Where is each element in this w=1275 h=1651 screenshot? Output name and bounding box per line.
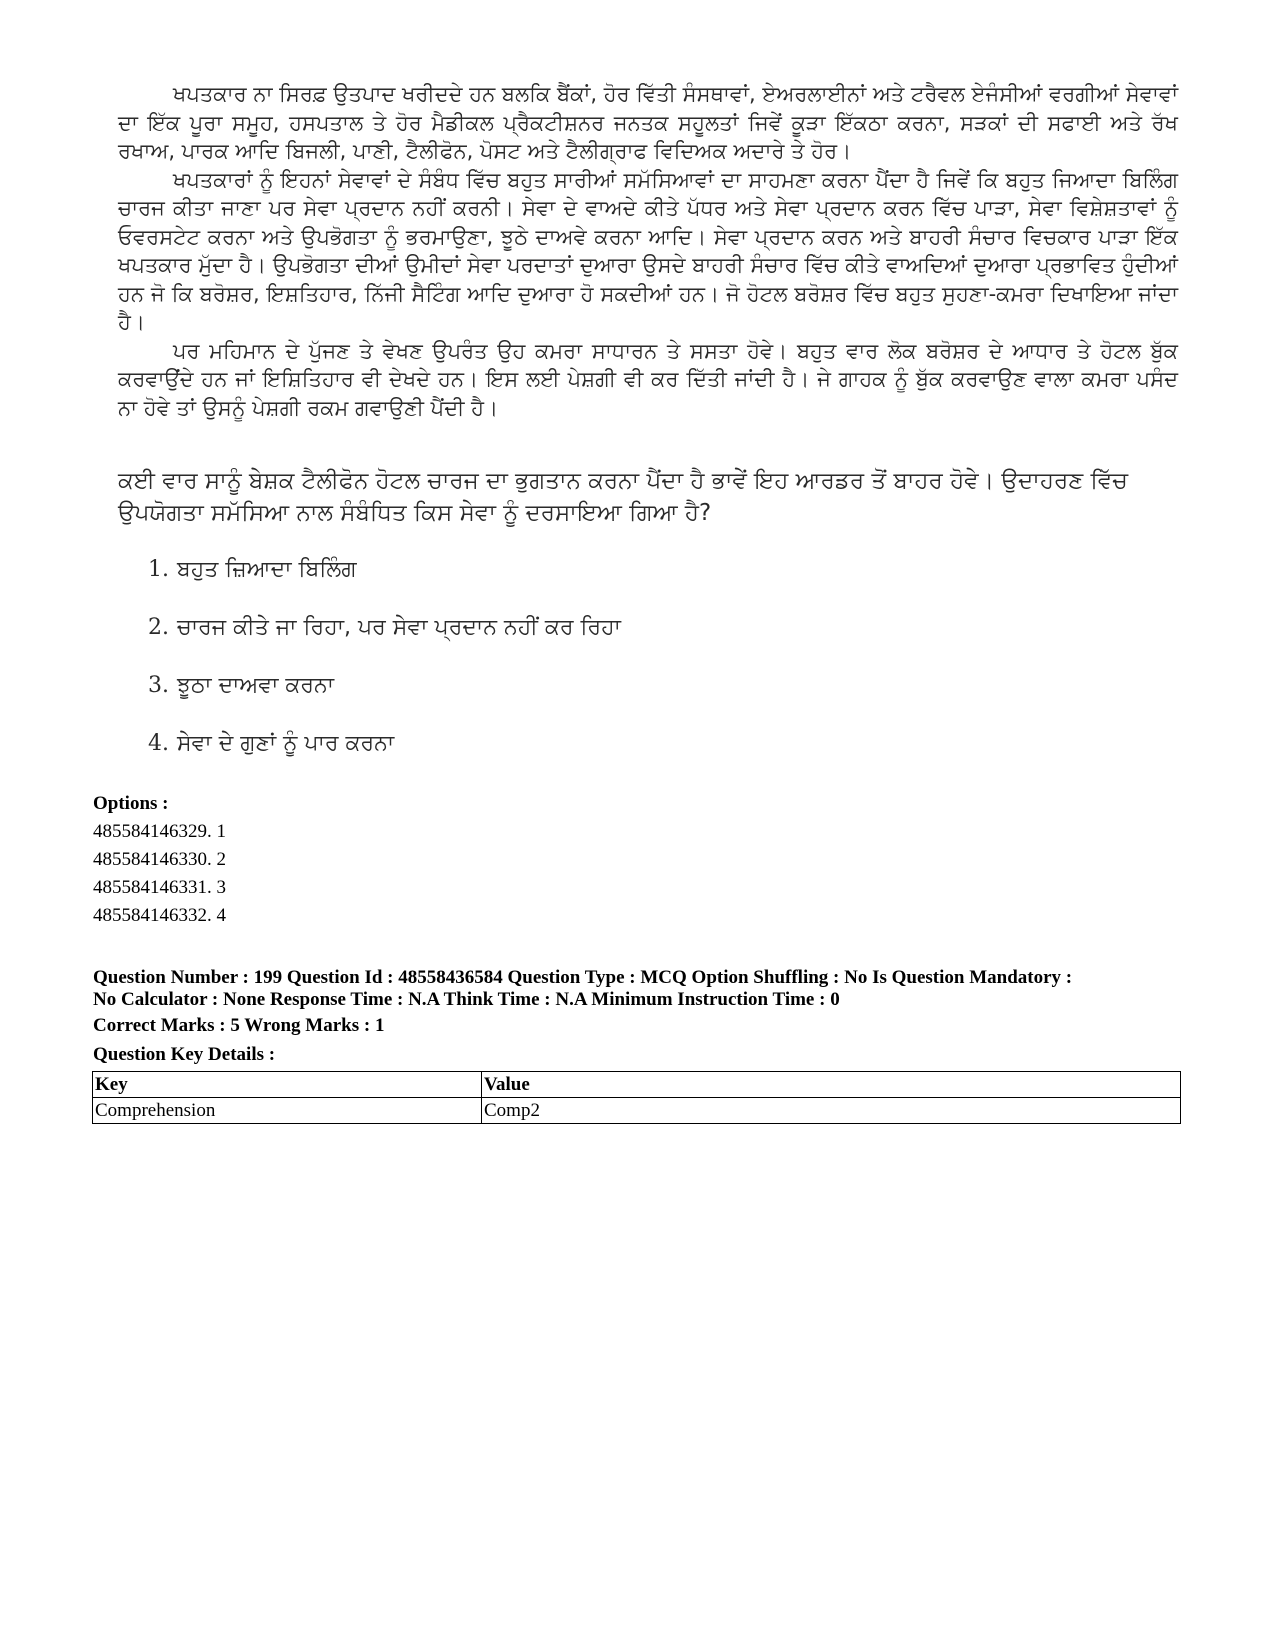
passage-paragraph: ਪਰ ਮਹਿਮਾਨ ਦੇ ਪੁੱਜਣ ਤੇ ਵੇਖਣ ਉਪਰੰਤ ਉਹ ਕਮਰਾ ਸਾਧਾਰਨ ਤੇ ਸਸਤਾ ਹੋਵੇ। ਬਹੁਤ ਵਾਰ ਲੋਕ ਬਰੋਸ਼ਰ ਦੇ ਆਧਾਰ ਤੇ ਹੋਟਲ ਬੁੱਕ ਕਰਵਾਉਂਦੇ ਹਨ ਜਾਂ ਇਸ਼ਿਤਿਹਾਰ ਵੀ ਦੇਖਦੇ ਹਨ। ਇਸ ਲਈ ਪੇਸ਼ਗੀ ਵੀ ਕਰ ਦਿੱਤੀ ਜਾਂਦੀ ਹੈ। ਜੇ ਗਾਹਕ ਨੂੰ ਬੁੱਕ ਕਰਵਾਉਣ ਵਾਲਾ ਕਮਰਾ ਪਸੰਦ ਨਾ ਹੋਵੇ ਤਾਂ ਉਸਨੂੰ ਪੇਸ਼ਗੀ ਰਕਮ ਗਵਾਉਣੀ ਪੈਂਦੀ ਹੈ।: [118, 338, 1178, 420]
choice-number: 1.: [148, 557, 169, 582]
choice-text: ਚਾਰਜ ਕੀਤੇ ਜਾ ਰਿਹਾ, ਪਰ ਸੇਵਾ ਪ੍ਰਦਾਨ ਨਹੀਂ ਕਰ ਰਿਹਾ: [177, 615, 621, 640]
option-id-item: 485584146331. 3: [93, 877, 226, 898]
choice-item: [148, 555, 621, 613]
key-details-label: Question Key Details :: [93, 1044, 276, 1065]
question-meta-line: No Calculator : None Response Time : N.A Think Time : N.A Minimum Instruction Time : 0: [93, 989, 840, 1010]
comprehension-passage: [118, 80, 1178, 422]
table-header-key: Key: [93, 1072, 482, 1098]
choice-item: [148, 613, 621, 671]
key-details-table: [92, 1071, 1181, 1124]
question-meta-line: Question Number : 199 Question Id : 48558436584 Question Type : MCQ Option Shuffling : No Is Question Mandatory :: [93, 967, 1073, 988]
table-header-value: Value: [482, 1072, 1181, 1098]
choice-item: [148, 729, 621, 787]
choice-text: ਝੂਠਾ ਦਾਅਵਾ ਕਰਨਾ: [177, 673, 335, 698]
table-row: [93, 1098, 1181, 1124]
marks-line: Correct Marks : 5 Wrong Marks : 1: [93, 1015, 385, 1036]
choice-text: ਸੇਵਾ ਦੇ ਗੁਣਾਂ ਨੂੰ ਪਾਰ ਕਰਨਾ: [177, 731, 395, 756]
option-id-item: 485584146332. 4: [93, 905, 226, 926]
choice-number: 2.: [148, 615, 169, 640]
table-header-row: [93, 1072, 1181, 1098]
passage-paragraph: ਖਪਤਕਾਰਾਂ ਨੂੰ ਇਹਨਾਂ ਸੇਵਾਵਾਂ ਦੇ ਸੰਬੰਧ ਵਿੱਚ ਬਹੁਤ ਸਾਰੀਆਂ ਸਮੱਸਿਆਵਾਂ ਦਾ ਸਾਹਮਣਾ ਕਰਨਾ ਪੈਂਦਾ ਹੈ ਜਿਵੇਂ ਕਿ ਬਹੁਤ ਜਿਆਦਾ ਬਿਲਿੰਗ ਚਾਰਜ ਕੀਤਾ ਜਾਣਾ ਪਰ ਸੇਵਾ ਪ੍ਰਦਾਨ ਨਹੀਂ ਕਰਨੀ। ਸੇਵਾ ਦੇ ਵਾਅਦੇ ਕੀਤੇ ਪੱਧਰ ਅਤੇ ਸੇਵਾ ਪ੍ਰਦਾਨ ਕਰਨ ਵਿੱਚ ਪਾੜਾ, ਸੇਵਾ ਵਿਸ਼ੇਸ਼ਤਾਵਾਂ ਨੂੰ ਓਵਰਸਟੇਟ ਕਰਨਾ ਅਤੇ ਉਪਭੋਗਤਾ ਨੂੰ ਭਰਮਾਉਣਾ, ਝੂਠੇ ਦਾਅਵੇ ਕਰਨਾ ਆਦਿ। ਸੇਵਾ ਪ੍ਰਦਾਨ ਕਰਨ ਅਤੇ ਬਾਹਰੀ ਸੰਚਾਰ ਵਿਚਕਾਰ ਪਾੜਾ ਇੱਕ ਖਪਤਕਾਰ ਮੁੱਦਾ ਹੈ। ਉਪਭੋਗਤਾ ਦੀਆਂ ਉਮੀਦਾਂ ਸੇਵਾ ਪਰਦਾਤਾਂ ਦੁਆਰਾ ਉਸਦੇ ਬਾਹਰੀ ਸੰਚਾਰ ਵਿੱਚ ਕੀਤੇ ਵਾਅਦਿਆਂ ਦੁਆਰਾ ਪ੍ਰਭਾਵਿਤ ਹੁੰਦੀਆਂ ਹਨ ਜੋ ਕਿ ਬਰੋਸ਼ਰ, ਇਸ਼ਤਿਹਾਰ, ਨਿੱਜੀ ਸੈਟਿੰਗ ਆਦਿ ਦੁਆਰਾ ਹੋ ਸਕਦੀਆਂ ਹਨ। ਜੋ ਹੋਟਲ ਬਰੋਸ਼ਰ ਵਿੱਚ ਬਹੁਤ ਸੁਹਣਾ-ਕਮਰਾ ਦਿਖਾਇਆ ਜਾਂਦਾ ਹੈ।: [118, 167, 1178, 334]
choice-list: [148, 555, 621, 787]
question-text: ਕਈ ਵਾਰ ਸਾਨੂੰ ਬੇਸ਼ਕ ਟੈਲੀਫੋਨ ਹੋਟਲ ਚਾਰਜ ਦਾ ਭੁਗਤਾਨ ਕਰਨਾ ਪੈਂਦਾ ਹੈ ਭਾਵੇਂ ਇਹ ਆਰਡਰ ਤੋਂ ਬਾਹਰ ਹੋਵੇ। ਉਦਾਹਰਣ ਵਿੱਚ ਉਪਯੋਗਤਾ ਸਮੱਸਿਆ ਨਾਲ ਸੰਬੰਧਿਤ ਕਿਸ ਸੇਵਾ ਨੂੰ ਦਰਸਾਇਆ ਗਿਆ ਹੈ?: [118, 468, 1128, 526]
question-meta: [93, 967, 1193, 1011]
option-id-item: 485584146330. 2: [93, 849, 226, 870]
choice-number: 4.: [148, 731, 169, 756]
options-block: [93, 790, 226, 930]
passage-paragraph: ਖਪਤਕਾਰ ਨਾ ਸਿਰਫ਼ ਉਤਪਾਦ ਖਰੀਦਦੇ ਹਨ ਬਲਕਿ ਬੈਂਕਾਂ, ਹੋਰ ਵਿੱਤੀ ਸੰਸਥਾਵਾਂ, ਏਅਰਲਾਈਨਾਂ ਅਤੇ ਟਰੈਵਲ ਏਜੰਸੀਆਂ ਵਰਗੀਆਂ ਸੇਵਾਵਾਂ ਦਾ ਇੱਕ ਪੂਰਾ ਸਮੂਹ, ਹਸਪਤਾਲ ਤੇ ਹੋਰ ਮੈਡੀਕਲ ਪ੍ਰੈਕਟੀਸ਼ਨਰ ਜਨਤਕ ਸਹੂਲਤਾਂ ਜਿਵੇਂ ਕੂੜਾ ਇੱਕਠਾ ਕਰਨਾ, ਸੜਕਾਂ ਦੀ ਸਫਾਈ ਅਤੇ ਰੱਖ ਰਖਾਅ, ਪਾਰਕ ਆਦਿ ਬਿਜਲੀ, ਪਾਣੀ, ਟੈਲੀਫੋਨ, ਪੋਸਟ ਅਤੇ ਟੈਲੀਗ੍ਰਾਫ ਵਿਦਿਅਕ ਅਦਾਰੇ ਤੇ ਹੋਰ।: [118, 82, 1179, 163]
choice-text: ਬਹੁਤ ਜ਼ਿਆਦਾ ਬਿਲਿੰਗ: [177, 557, 357, 582]
choice-item: [148, 671, 621, 729]
table-cell-key: Comprehension: [93, 1098, 482, 1124]
choice-number: 3.: [148, 673, 169, 698]
table-cell-value: Comp2: [482, 1098, 1181, 1124]
option-id-item: 485584146329. 1: [93, 821, 226, 842]
options-heading: Options :: [93, 793, 169, 814]
